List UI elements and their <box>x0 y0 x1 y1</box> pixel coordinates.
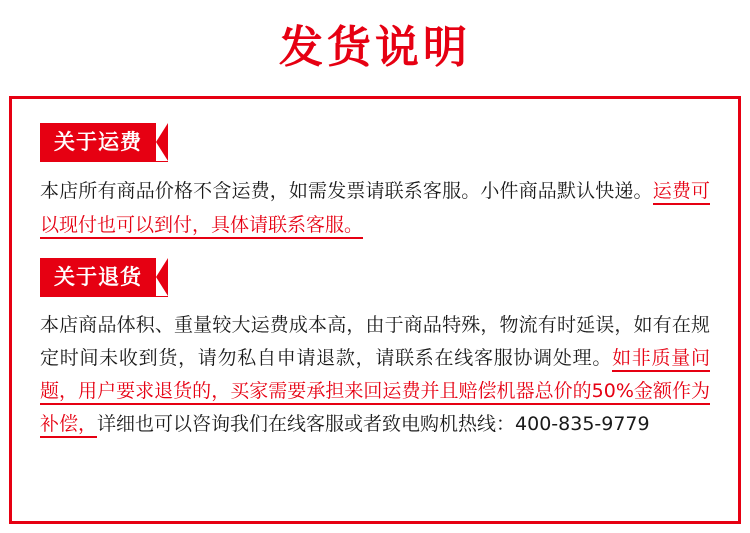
page-title: 发货说明 <box>279 22 471 73</box>
section-heading-shipping-fee: 关于运费 <box>40 123 168 162</box>
section-heading-wrap-returns <box>40 258 710 297</box>
returns-plain-text-2: 详细也可以咨询我们在线客服或者致电购机热线：400-835-9779 <box>97 413 650 435</box>
content-inner <box>12 99 738 441</box>
shipping-fee-plain-text: 本店所有商品价格不含运费，如需发票请联系客服。小件商品默认快递。 <box>40 180 653 202</box>
section-shipping-fee <box>40 123 710 242</box>
section-returns <box>40 258 710 441</box>
returns-plain-text-1: 本店商品体积、重量较大运费成本高，由于商品特殊，物流有时延误，如有在规定时间未收到货，请勿私自申请退款，请联系在线客服协调处理。 <box>40 314 710 369</box>
section-heading-wrap-shipping-fee <box>40 123 710 162</box>
section-body-returns <box>40 309 710 441</box>
returns-highlight-text: 如非质量问题，用户要求退货的，买家需要承担来回运费并且赔偿机器总价的50%金额作为补偿， <box>40 347 710 438</box>
section-body-shipping-fee <box>40 174 710 242</box>
section-heading-returns: 关于退货 <box>40 258 168 297</box>
content-frame <box>9 96 741 524</box>
shipping-fee-highlight-text: 运费可以现付也可以到付，具体请联系客服。 <box>40 180 710 239</box>
